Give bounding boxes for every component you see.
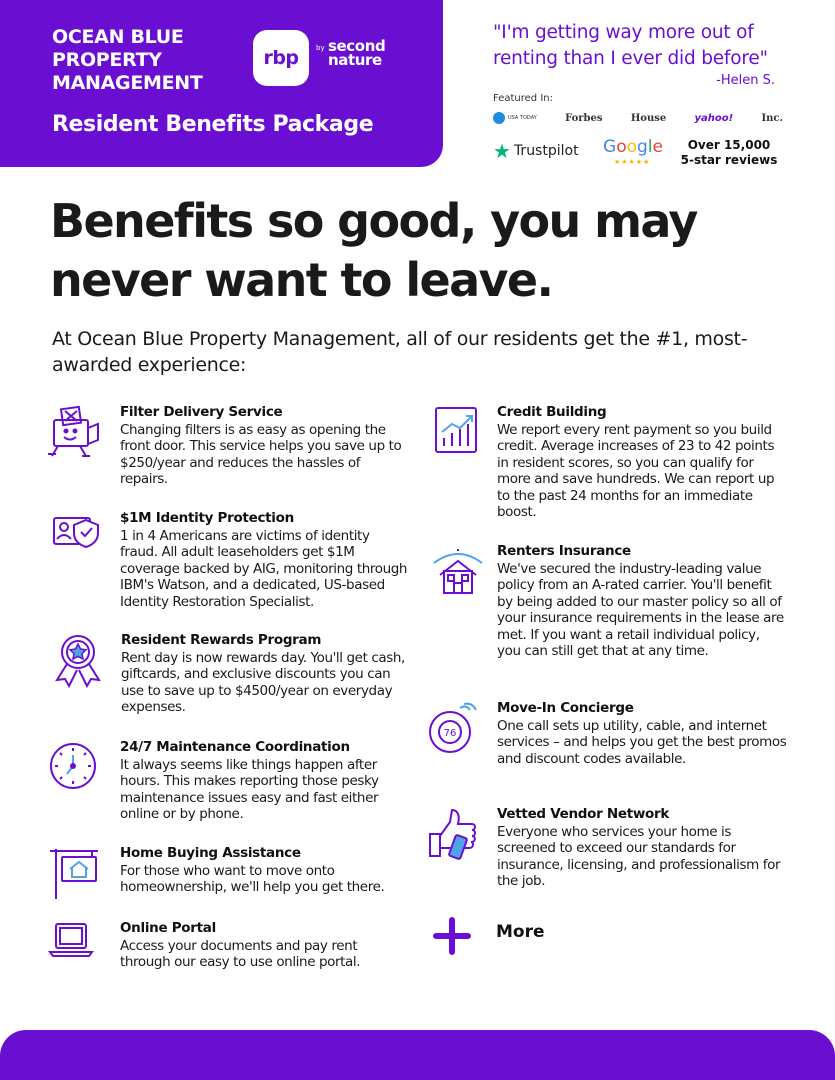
review-count: Over 15,000 5-star reviews bbox=[680, 138, 778, 167]
yahoo-logo: yahoo! bbox=[694, 112, 734, 124]
benefit-title: Home Buying Assistance bbox=[120, 845, 301, 861]
header-banner bbox=[0, 0, 443, 167]
house-logo: House bbox=[630, 112, 667, 124]
benefit-desc: Everyone who services your home is screened to exceed our standards for insurance, licensing, and professionalism for the job. bbox=[497, 824, 781, 890]
thumbs-up-icon bbox=[426, 806, 482, 862]
review-badges bbox=[493, 138, 783, 168]
footer-bar bbox=[0, 1030, 835, 1080]
plus-icon bbox=[430, 914, 474, 958]
benefit-title: Online Portal bbox=[120, 920, 216, 936]
house-sign-icon bbox=[46, 845, 102, 901]
featured-label: Featured In: bbox=[493, 93, 553, 104]
intro-text: At Ocean Blue Property Management, all of our residents get the #1, most-awarded experience: bbox=[52, 328, 748, 376]
benefit-desc: For those who want to move onto homeownership, we'll help you get there. bbox=[120, 863, 385, 896]
benefit-title: Vetted Vendor Network bbox=[497, 806, 670, 822]
benefit-title: $1M Identity Protection bbox=[120, 510, 294, 526]
benefit-desc: Rent day is now rewards day. You'll get cash, giftcards, and exclusive discounts you can use to save up to $4500/year on everyday expenses. bbox=[121, 650, 405, 716]
testimonial-quote: "I'm getting way more out of renting than I ever did before" bbox=[493, 22, 768, 69]
benefit-title: Renters Insurance bbox=[497, 543, 631, 559]
benefit-title: Move-In Concierge bbox=[497, 700, 634, 716]
bar-chart-icon bbox=[432, 404, 488, 460]
id-shield-icon bbox=[46, 510, 102, 566]
testimonial-author: -Helen S. bbox=[716, 73, 775, 88]
benefit-title: Resident Rewards Program bbox=[121, 632, 322, 648]
award-ribbon-icon bbox=[50, 632, 106, 688]
star-icon: ★ bbox=[493, 139, 511, 163]
google-stars: ★★★★★ bbox=[614, 158, 651, 166]
filter-box-icon bbox=[46, 404, 102, 460]
benefit-title: 24/7 Maintenance Coordination bbox=[120, 739, 350, 755]
headline: Benefits so good, you may never want to leave. bbox=[50, 194, 697, 307]
benefit-desc: Changing filters is as easy as opening the front door. This service helps you save up to $250/year and reduces the hassles of repairs. bbox=[120, 422, 402, 488]
benefit-desc: We've secured the industry-leading value policy from an A-rated carrier. You'll benefit by being added to our master policy so all of your insurance requirements in the lease are met. If you want a retail individual policy, you can still get that at any time. bbox=[497, 561, 784, 660]
benefit-desc: It always seems like things happen after hours. This makes reporting those pesky maintenance issues easy and fast either online or by phone. bbox=[120, 757, 379, 823]
benefit-title: Filter Delivery Service bbox=[120, 404, 283, 420]
benefit-desc: One call sets up utility, cable, and internet services – and helps you get the best promos and discount codes available. bbox=[497, 718, 787, 767]
thermostat-icon bbox=[424, 700, 480, 756]
google-badge: Google bbox=[603, 137, 663, 157]
benefit-desc: 1 in 4 Americans are victims of identity fraud. All adult leaseholders get $1M coverage backed by AIG, monitoring through IBM's Watson, and a dedicated, US-based Identity Restoration Specialist. bbox=[120, 528, 408, 610]
trustpilot-badge: ★ Trustpilot bbox=[493, 139, 579, 163]
house-umbrella-icon bbox=[432, 543, 488, 599]
laptop-icon bbox=[46, 920, 102, 976]
inc-logo: Inc. bbox=[761, 112, 783, 124]
logo-by-text: by bbox=[316, 44, 325, 52]
company-name: OCEAN BLUE PROPERTY MANAGEMENT bbox=[52, 26, 203, 94]
forbes-logo: Forbes bbox=[565, 112, 603, 124]
second-nature-logo: second nature bbox=[328, 37, 386, 69]
clock-icon bbox=[46, 739, 102, 795]
svg-text:76: 76 bbox=[443, 728, 457, 739]
benefit-desc: We report every rent payment so you build credit. Average increases of 23 to 42 points in resident scores, so you can qualify for more and save hundreds. We can report up to the past 24 months for an immediate boost. bbox=[497, 422, 775, 521]
more-label[interactable]: More bbox=[496, 922, 545, 942]
usa-today-logo: USA TODAY bbox=[493, 112, 537, 124]
rbp-logo: rbp bbox=[253, 30, 309, 86]
press-logos bbox=[493, 108, 783, 128]
benefit-desc: Access your documents and pay rent through our easy to use online portal. bbox=[120, 938, 361, 971]
benefit-title: Credit Building bbox=[497, 404, 607, 420]
package-title: Resident Benefits Package bbox=[52, 112, 374, 137]
